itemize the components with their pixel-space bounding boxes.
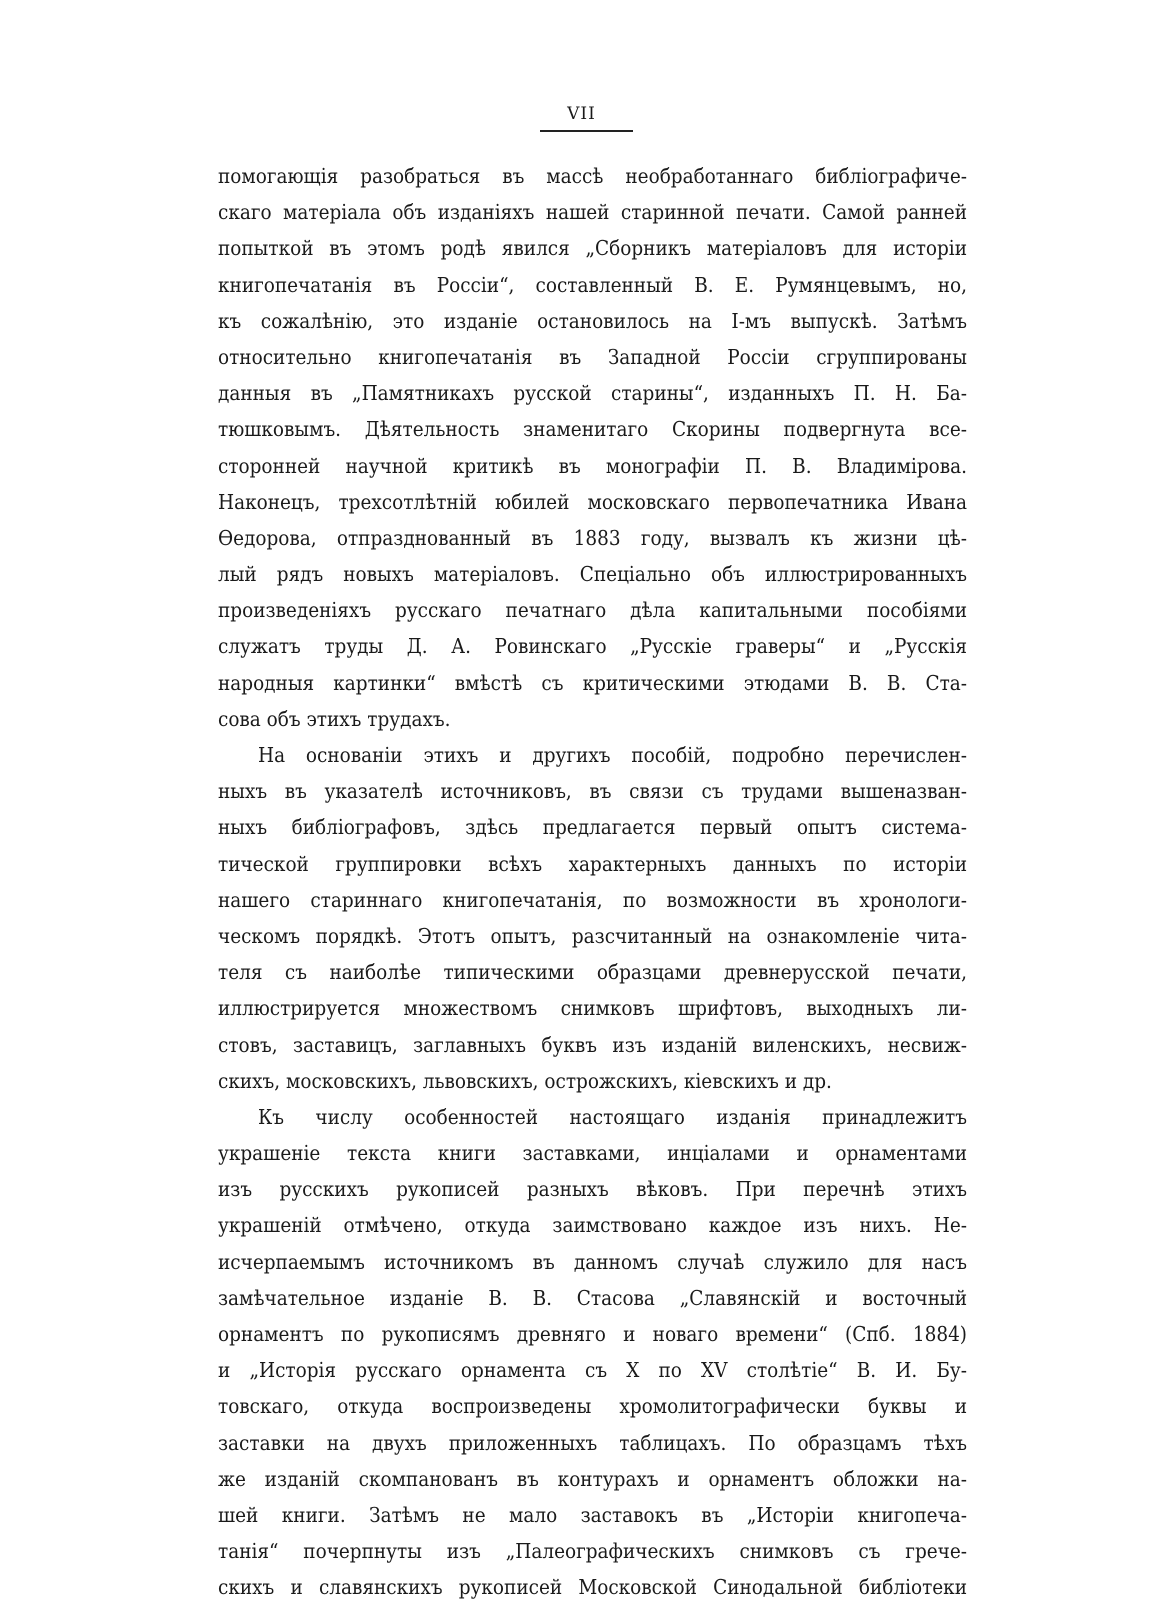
text-line: исчерпаемымъ источникомъ въ данномъ случаѣ служило для насъ <box>218 1249 967 1274</box>
text-line: изъ русскихъ рукописей разныхъ вѣковъ. При перечнѣ этихъ <box>218 1177 967 1202</box>
text-line: орнаментъ по рукописямъ древняго и новаго времени“ (Спб. 1884) <box>218 1322 967 1346</box>
text-line: попыткой въ этомъ родѣ явился „Сборникъ матеріаловъ для исторіи <box>218 236 967 261</box>
text-line: сова объ этихъ трудахъ. <box>218 706 451 731</box>
text-line: тюшковымъ. Дѣятельность знаменитаго Скорины подвергнута все- <box>218 417 967 442</box>
text-line: данныя въ „Памятникахъ русской старины“, изданныхъ П. Н. Ба- <box>218 381 967 406</box>
text-line: книгопечатанія въ Россіи“, составленный В. Е. Румянцевымъ, но, <box>218 272 967 297</box>
text-line: служатъ труды Д. А. Ровинскаго „Русскіе граверы“ и „Русскія <box>218 634 967 659</box>
text-line: ныхъ библіографовъ, здѣсь предлагается первый опытъ система- <box>218 815 967 840</box>
text-line: шей книги. Затѣмъ не мало заставокъ въ „Исторіи книгопеча- <box>218 1502 967 1527</box>
text-line: Ѳедорова, отпразднованный въ 1883 году, вызвалъ къ жизни цѣ- <box>218 525 967 550</box>
text-line: ческомъ порядкѣ. Этотъ опытъ, разсчитанный на ознакомленіе чита- <box>218 923 967 948</box>
text-line: тической группировки всѣхъ характерныхъ данныхъ по исторіи <box>218 851 967 876</box>
text-line: Наконецъ, трехсотлѣтній юбилей московскаго первопечатника Ивана <box>218 489 967 514</box>
body-text <box>218 158 967 1606</box>
text-line: теля съ наиболѣе типическими образцами древнерусской печати, <box>218 960 967 985</box>
text-line: лый рядъ новыхъ матеріаловъ. Спеціально объ иллюстрированныхъ <box>218 562 967 587</box>
text-line: стовъ, заставицъ, заглавныхъ буквъ изъ изданій виленскихъ, несвиж- <box>218 1032 967 1057</box>
text-line: нашего стариннаго книгопечатанія, по возможности въ хронологи- <box>218 887 967 912</box>
text-line: На основаніи этихъ и другихъ пособій, подробно перечислен- <box>258 743 967 767</box>
text-line: скихъ и славянскихъ рукописей Московской Синодальной библіотеки <box>218 1575 967 1600</box>
text-line: же изданій скомпанованъ въ контурахъ и орнаментъ обложки на- <box>218 1466 967 1491</box>
text-line: произведеніяхъ русскаго печатнаго дѣла капитальными пособіями <box>218 598 967 623</box>
text-line: и „Исторія русскаго орнамента съ X по XV столѣтіе“ В. И. Бу- <box>218 1358 967 1383</box>
text-line: украшеніе текста книги заставками, инціалами и орнаментами <box>218 1141 967 1166</box>
text-line: къ сожалѣнію, это изданіе остановилось на І-мъ выпускѣ. Затѣмъ <box>218 308 967 333</box>
page-number-rule <box>540 130 633 132</box>
text-line: заставки на двухъ приложенныхъ таблицахъ. По образцамъ тѣхъ <box>218 1430 967 1455</box>
text-line: украшеній отмѣчено, откуда заимствовано каждое изъ нихъ. Не- <box>218 1213 967 1238</box>
text-line: ныхъ въ указателѣ источниковъ, въ связи съ трудами вышеназван- <box>218 779 967 804</box>
text-line: товскаго, откуда воспроизведены хромолитографически буквы и <box>218 1394 967 1419</box>
text-line: танія“ почерпнуты изъ „Палеографическихъ снимковъ съ грече- <box>218 1539 967 1564</box>
text-line: скаго матеріала объ изданіяхъ нашей старинной печати. Самой ранней <box>218 200 967 225</box>
text-line: народныя картинки“ вмѣстѣ съ критическими этюдами В. В. Ста- <box>218 670 967 695</box>
text-line: замѣчательное изданіе В. В. Стасова „Славянскій и восточный <box>218 1285 967 1310</box>
text-line: сторонней научной критикѣ въ монографіи П. В. Владимірова. <box>218 453 967 478</box>
text-line: относительно книгопечатанія въ Западной Россіи сгруппированы <box>218 344 967 369</box>
text-line: Къ числу особенностей настоящаго изданія принадлежитъ <box>258 1104 967 1129</box>
text-line: скихъ, московскихъ, львовскихъ, острожскихъ, кіевскихъ и др. <box>218 1068 832 1093</box>
page-number: VII <box>567 104 596 124</box>
text-line: помогающія разобраться въ массѣ необработаннаго библіографиче- <box>218 164 967 188</box>
text-line: иллюстрируется множествомъ снимковъ шрифтовъ, выходныхъ ли- <box>218 996 967 1021</box>
